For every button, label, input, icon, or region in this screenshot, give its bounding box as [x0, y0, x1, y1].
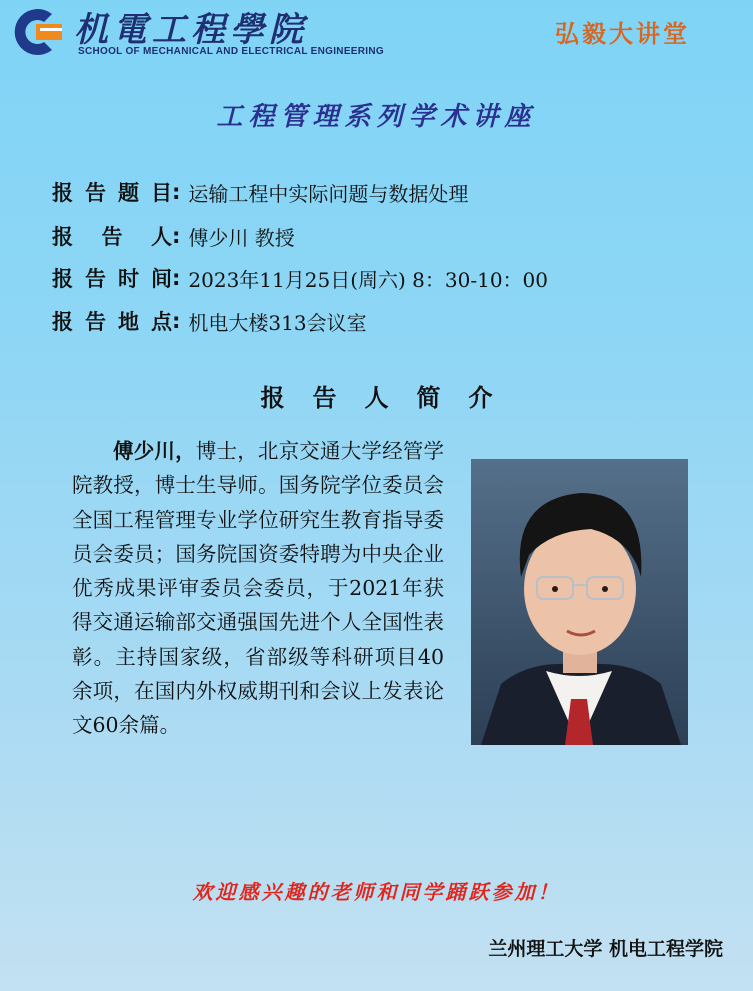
time-label: 报告时间 [52, 267, 172, 291]
school-name-en: SCHOOL OF MECHANICAL AND ELECTRICAL ENGINEERING [78, 46, 384, 57]
topic-separator: : [172, 180, 181, 204]
info-row-time [52, 261, 548, 295]
topic-value: 运输工程中实际问题与数据处理 [188, 181, 469, 206]
bio-name: 傅少川， [113, 439, 196, 463]
speaker-portrait [471, 459, 688, 745]
school-name-cn: 机電工程學院 [74, 10, 308, 50]
place-value: 机电大楼313会议室 [188, 310, 367, 335]
info-row-topic [52, 175, 468, 209]
time-value: 2023年11月25日(周六) 8：30-10：00 [188, 267, 548, 292]
info-row-place [52, 304, 367, 338]
speaker-separator: : [172, 224, 181, 248]
info-row-speaker [52, 219, 295, 253]
school-logo-icon [6, 4, 66, 60]
footer-organization: 兰州理工大学 机电工程学院 [488, 938, 723, 960]
bio-text: 博士，北京交通大学经管学院教授，博士生导师。国务院学位委员会全国工程管理专业学位研究生教育指导委员会委员；国务院国资委特聘为中央企业优秀成果评审委员会委员，于2021年获得交通运输部交通强国先进个人全国性表彰。主持国家级，省部级等科研项目40余项，在国内外权威期刊和会议上发表论文60余篇。 [72, 439, 445, 738]
speaker-value: 傅少川 教授 [188, 225, 295, 250]
speaker-label: 报告人 [52, 225, 172, 249]
place-separator: : [172, 309, 181, 333]
bio-paragraph [72, 434, 444, 743]
place-label: 报告地点 [52, 310, 172, 334]
series-title: 工程管理系列学术讲座 [216, 102, 537, 132]
time-separator: : [172, 266, 181, 290]
bio-heading: 报告人简介 [260, 384, 521, 412]
welcome-message: 欢迎感兴趣的老师和同学踊跃参加！ [192, 880, 561, 904]
topic-label: 报告题目 [52, 181, 172, 205]
lecture-brand: 弘毅大讲堂 [555, 19, 690, 48]
